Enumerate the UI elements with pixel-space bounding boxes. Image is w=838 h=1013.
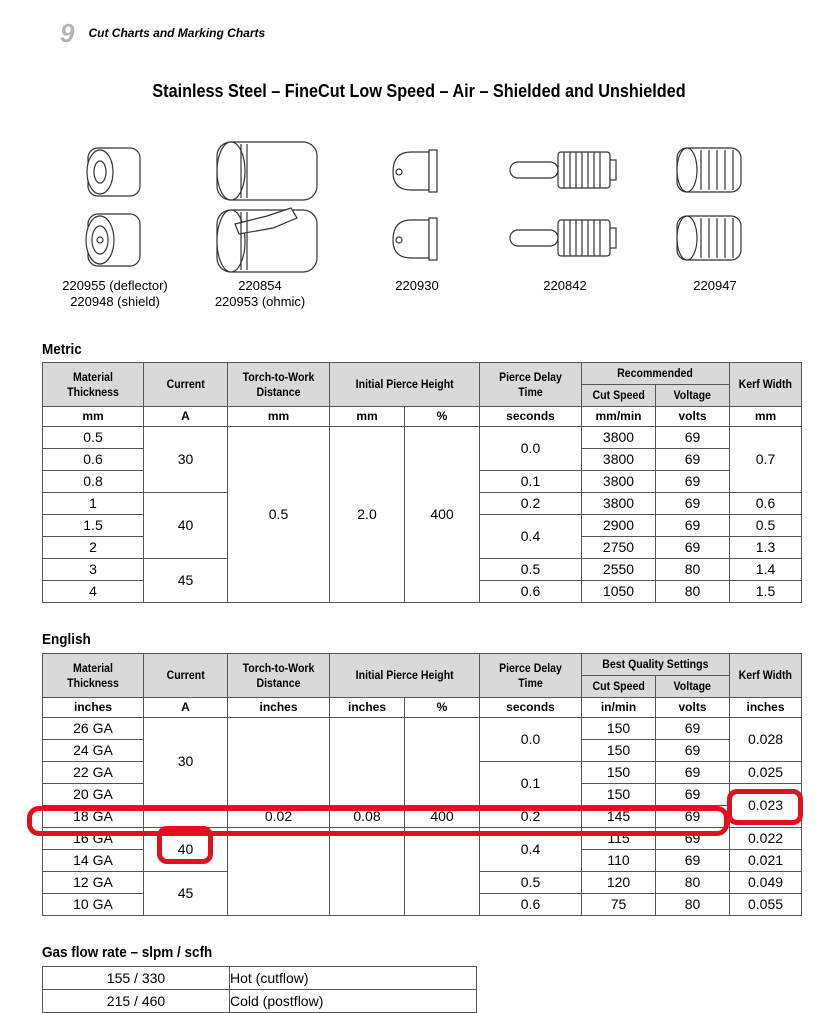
thickness-cell: 12 GA bbox=[43, 872, 144, 894]
speed-cell: 110 bbox=[582, 850, 656, 872]
page-header bbox=[60, 18, 265, 48]
delay-cell: 0.1 bbox=[480, 471, 582, 493]
nozzle-icon bbox=[357, 138, 477, 278]
torch-distance-cell bbox=[228, 828, 330, 916]
kerf-cell: 0.022 bbox=[730, 828, 802, 850]
deflector-shield-icon bbox=[40, 138, 190, 278]
chart-title: Stainless Steel – FineCut Low Speed – Air – Shielded and Unshielded bbox=[152, 81, 686, 101]
speed-cell: 115 bbox=[582, 828, 656, 850]
unit-cell: inches bbox=[43, 698, 144, 718]
thickness-cell: 4 bbox=[43, 581, 144, 603]
part-label: 220854 bbox=[238, 278, 282, 293]
unit-cell: inches bbox=[330, 698, 405, 718]
metric-heading: Metric bbox=[42, 341, 82, 358]
col-header: Torch-to-Work Distance bbox=[228, 363, 330, 407]
page-number: 9 bbox=[60, 17, 75, 48]
voltage-cell: 69 bbox=[656, 449, 730, 471]
col-header: Kerf Width bbox=[730, 654, 802, 698]
speed-cell: 75 bbox=[582, 894, 656, 916]
current-cell: 30 bbox=[144, 427, 228, 493]
col-header: Torch-to-Work Distance bbox=[228, 654, 330, 698]
thickness-cell: 0.6 bbox=[43, 449, 144, 471]
col-header: Initial Pierce Height bbox=[330, 654, 480, 698]
kerf-cell: 1.4 bbox=[730, 559, 802, 581]
speed-cell: 150 bbox=[582, 740, 656, 762]
voltage-cell: 69 bbox=[656, 515, 730, 537]
thickness-cell: 10 GA bbox=[43, 894, 144, 916]
thickness-cell: 22 GA bbox=[43, 762, 144, 784]
col-header: Current bbox=[144, 654, 228, 698]
thickness-cell: 1 bbox=[43, 493, 144, 515]
voltage-cell: 69 bbox=[656, 471, 730, 493]
swirl-ring-icon bbox=[655, 138, 775, 278]
unit-cell: in/min bbox=[582, 698, 656, 718]
voltage-cell: 69 bbox=[656, 493, 730, 515]
part-electrode bbox=[500, 138, 630, 294]
voltage-cell: 69 bbox=[656, 718, 730, 740]
voltage-cell: 80 bbox=[656, 559, 730, 581]
part-swirl-ring bbox=[655, 138, 775, 294]
col-header-group: Best Quality Settings bbox=[582, 654, 730, 676]
delay-cell: 0.1 bbox=[480, 762, 582, 806]
col-header: Pierce Delay Time bbox=[480, 654, 582, 698]
delay-cell: 0.6 bbox=[480, 894, 582, 916]
delay-cell: 0.5 bbox=[480, 559, 582, 581]
current-cell: 40 bbox=[144, 493, 228, 559]
col-header: Pierce Delay Time bbox=[480, 363, 582, 407]
pierce-percent-cell bbox=[405, 828, 480, 916]
thickness-cell: 20 GA bbox=[43, 784, 144, 806]
voltage-cell: 69 bbox=[656, 806, 730, 828]
part-deflector-shield bbox=[40, 138, 190, 310]
unit-cell: inches bbox=[730, 698, 802, 718]
col-header-group: Recommended bbox=[582, 363, 730, 385]
thickness-cell: 2 bbox=[43, 537, 144, 559]
thickness-cell: 14 GA bbox=[43, 850, 144, 872]
kerf-cell: 0.6 bbox=[730, 493, 802, 515]
kerf-cell: 1.5 bbox=[730, 581, 802, 603]
speed-cell: 120 bbox=[582, 872, 656, 894]
pierce-percent-cell bbox=[405, 718, 480, 806]
unit-cell: mm bbox=[43, 407, 144, 427]
voltage-cell: 69 bbox=[656, 784, 730, 806]
speed-cell: 2900 bbox=[582, 515, 656, 537]
unit-cell: A bbox=[144, 407, 228, 427]
unit-cell: % bbox=[405, 698, 480, 718]
voltage-cell: 69 bbox=[656, 850, 730, 872]
col-header: Material Thickness bbox=[43, 363, 144, 407]
delay-cell: 0.4 bbox=[480, 828, 582, 872]
torch-distance-cell: 0.5 bbox=[228, 427, 330, 603]
english-table bbox=[42, 653, 802, 916]
current-cell: 40 bbox=[144, 828, 228, 872]
speed-cell: 2750 bbox=[582, 537, 656, 559]
voltage-cell: 69 bbox=[656, 828, 730, 850]
unit-cell: % bbox=[405, 407, 480, 427]
current-cell: 45 bbox=[144, 872, 228, 916]
speed-cell: 3800 bbox=[582, 493, 656, 515]
section-title: Cut Charts and Marking Charts bbox=[88, 26, 266, 40]
part-label: 220930 bbox=[395, 278, 439, 293]
unit-cell: A bbox=[144, 698, 228, 718]
kerf-cell: 0.7 bbox=[730, 427, 802, 493]
thickness-cell: 0.8 bbox=[43, 471, 144, 493]
delay-cell: 0.2 bbox=[480, 806, 582, 828]
delay-cell: 0.6 bbox=[480, 581, 582, 603]
part-label: 220842 bbox=[543, 278, 587, 293]
thickness-cell: 3 bbox=[43, 559, 144, 581]
voltage-cell: 69 bbox=[656, 427, 730, 449]
pierce-percent-cell: 400 bbox=[405, 806, 480, 828]
unit-cell: mm bbox=[730, 407, 802, 427]
speed-cell: 2550 bbox=[582, 559, 656, 581]
delay-cell: 0.4 bbox=[480, 515, 582, 559]
unit-cell: mm bbox=[228, 407, 330, 427]
speed-cell: 145 bbox=[582, 806, 656, 828]
retaining-cap-icon bbox=[195, 138, 325, 278]
unit-cell: seconds bbox=[480, 407, 582, 427]
kerf-cell: 0.025 bbox=[730, 762, 802, 784]
thickness-cell: 16 GA bbox=[43, 828, 144, 850]
pierce-percent-cell: 400 bbox=[405, 427, 480, 603]
unit-cell: volts bbox=[656, 407, 730, 427]
torch-distance-cell: 0.02 bbox=[228, 806, 330, 828]
voltage-cell: 69 bbox=[656, 740, 730, 762]
part-label: 220947 bbox=[693, 278, 737, 293]
speed-cell: 1050 bbox=[582, 581, 656, 603]
col-header: Material Thickness bbox=[43, 654, 144, 698]
part-label: 220948 (shield) bbox=[70, 294, 160, 309]
part-nozzle bbox=[357, 138, 477, 294]
current-cell: 45 bbox=[144, 559, 228, 603]
thickness-cell: 18 GA bbox=[43, 806, 144, 828]
metric-table bbox=[42, 362, 802, 603]
current-cell: 30 bbox=[144, 718, 228, 806]
thickness-cell: 0.5 bbox=[43, 427, 144, 449]
col-header: Kerf Width bbox=[730, 363, 802, 407]
pierce-height-cell bbox=[330, 828, 405, 916]
kerf-cell: 0.049 bbox=[730, 872, 802, 894]
speed-cell: 150 bbox=[582, 762, 656, 784]
highlight-current-40 bbox=[157, 826, 213, 864]
electrode-icon bbox=[500, 138, 630, 278]
kerf-cell: 0.023 bbox=[730, 784, 802, 828]
unit-cell: mm/min bbox=[582, 407, 656, 427]
kerf-cell: 1.3 bbox=[730, 537, 802, 559]
pierce-height-cell: 0.08 bbox=[330, 806, 405, 828]
gas-heading: Gas flow rate – slpm / scfh bbox=[42, 944, 213, 961]
torch-distance-cell bbox=[228, 718, 330, 806]
gas-flow-label: Hot (cutflow) bbox=[230, 967, 477, 990]
voltage-cell: 69 bbox=[656, 537, 730, 559]
col-header: Voltage bbox=[656, 385, 730, 407]
gas-flow-label: Cold (postflow) bbox=[230, 990, 477, 1013]
delay-cell: 0.0 bbox=[480, 427, 582, 471]
voltage-cell: 80 bbox=[656, 872, 730, 894]
english-heading: English bbox=[42, 631, 91, 648]
kerf-cell: 0.5 bbox=[730, 515, 802, 537]
delay-cell: 0.0 bbox=[480, 718, 582, 762]
speed-cell: 150 bbox=[582, 784, 656, 806]
kerf-cell: 0.055 bbox=[730, 894, 802, 916]
pierce-height-cell: 2.0 bbox=[330, 427, 405, 603]
thickness-cell: 1.5 bbox=[43, 515, 144, 537]
speed-cell: 3800 bbox=[582, 471, 656, 493]
kerf-cell: 0.028 bbox=[730, 718, 802, 762]
voltage-cell: 69 bbox=[656, 762, 730, 784]
highlight-kerf-0023 bbox=[727, 789, 803, 825]
kerf-cell: 0.021 bbox=[730, 850, 802, 872]
delay-cell: 0.2 bbox=[480, 493, 582, 515]
thickness-cell: 26 GA bbox=[43, 718, 144, 740]
col-header: Voltage bbox=[656, 676, 730, 698]
consumables-row bbox=[0, 138, 838, 318]
unit-cell: mm bbox=[330, 407, 405, 427]
highlight-row-18ga bbox=[27, 806, 729, 836]
part-label: 220953 (ohmic) bbox=[214, 294, 306, 309]
part-retaining-cap bbox=[195, 138, 325, 310]
col-header: Current bbox=[144, 363, 228, 407]
thickness-cell: 24 GA bbox=[43, 740, 144, 762]
speed-cell: 3800 bbox=[582, 449, 656, 471]
unit-cell: seconds bbox=[480, 698, 582, 718]
gas-table bbox=[42, 966, 477, 1013]
unit-cell: volts bbox=[656, 698, 730, 718]
gas-flow-value: 155 / 330 bbox=[43, 967, 230, 990]
col-header: Cut Speed bbox=[582, 676, 656, 698]
pierce-height-cell bbox=[330, 718, 405, 806]
speed-cell: 3800 bbox=[582, 427, 656, 449]
part-label: 220955 (deflector) bbox=[62, 278, 168, 293]
gas-flow-value: 215 / 460 bbox=[43, 990, 230, 1013]
unit-cell: inches bbox=[228, 698, 330, 718]
delay-cell: 0.5 bbox=[480, 872, 582, 894]
col-header: Cut Speed bbox=[582, 385, 656, 407]
voltage-cell: 80 bbox=[656, 581, 730, 603]
col-header: Initial Pierce Height bbox=[330, 363, 480, 407]
voltage-cell: 80 bbox=[656, 894, 730, 916]
speed-cell: 150 bbox=[582, 718, 656, 740]
